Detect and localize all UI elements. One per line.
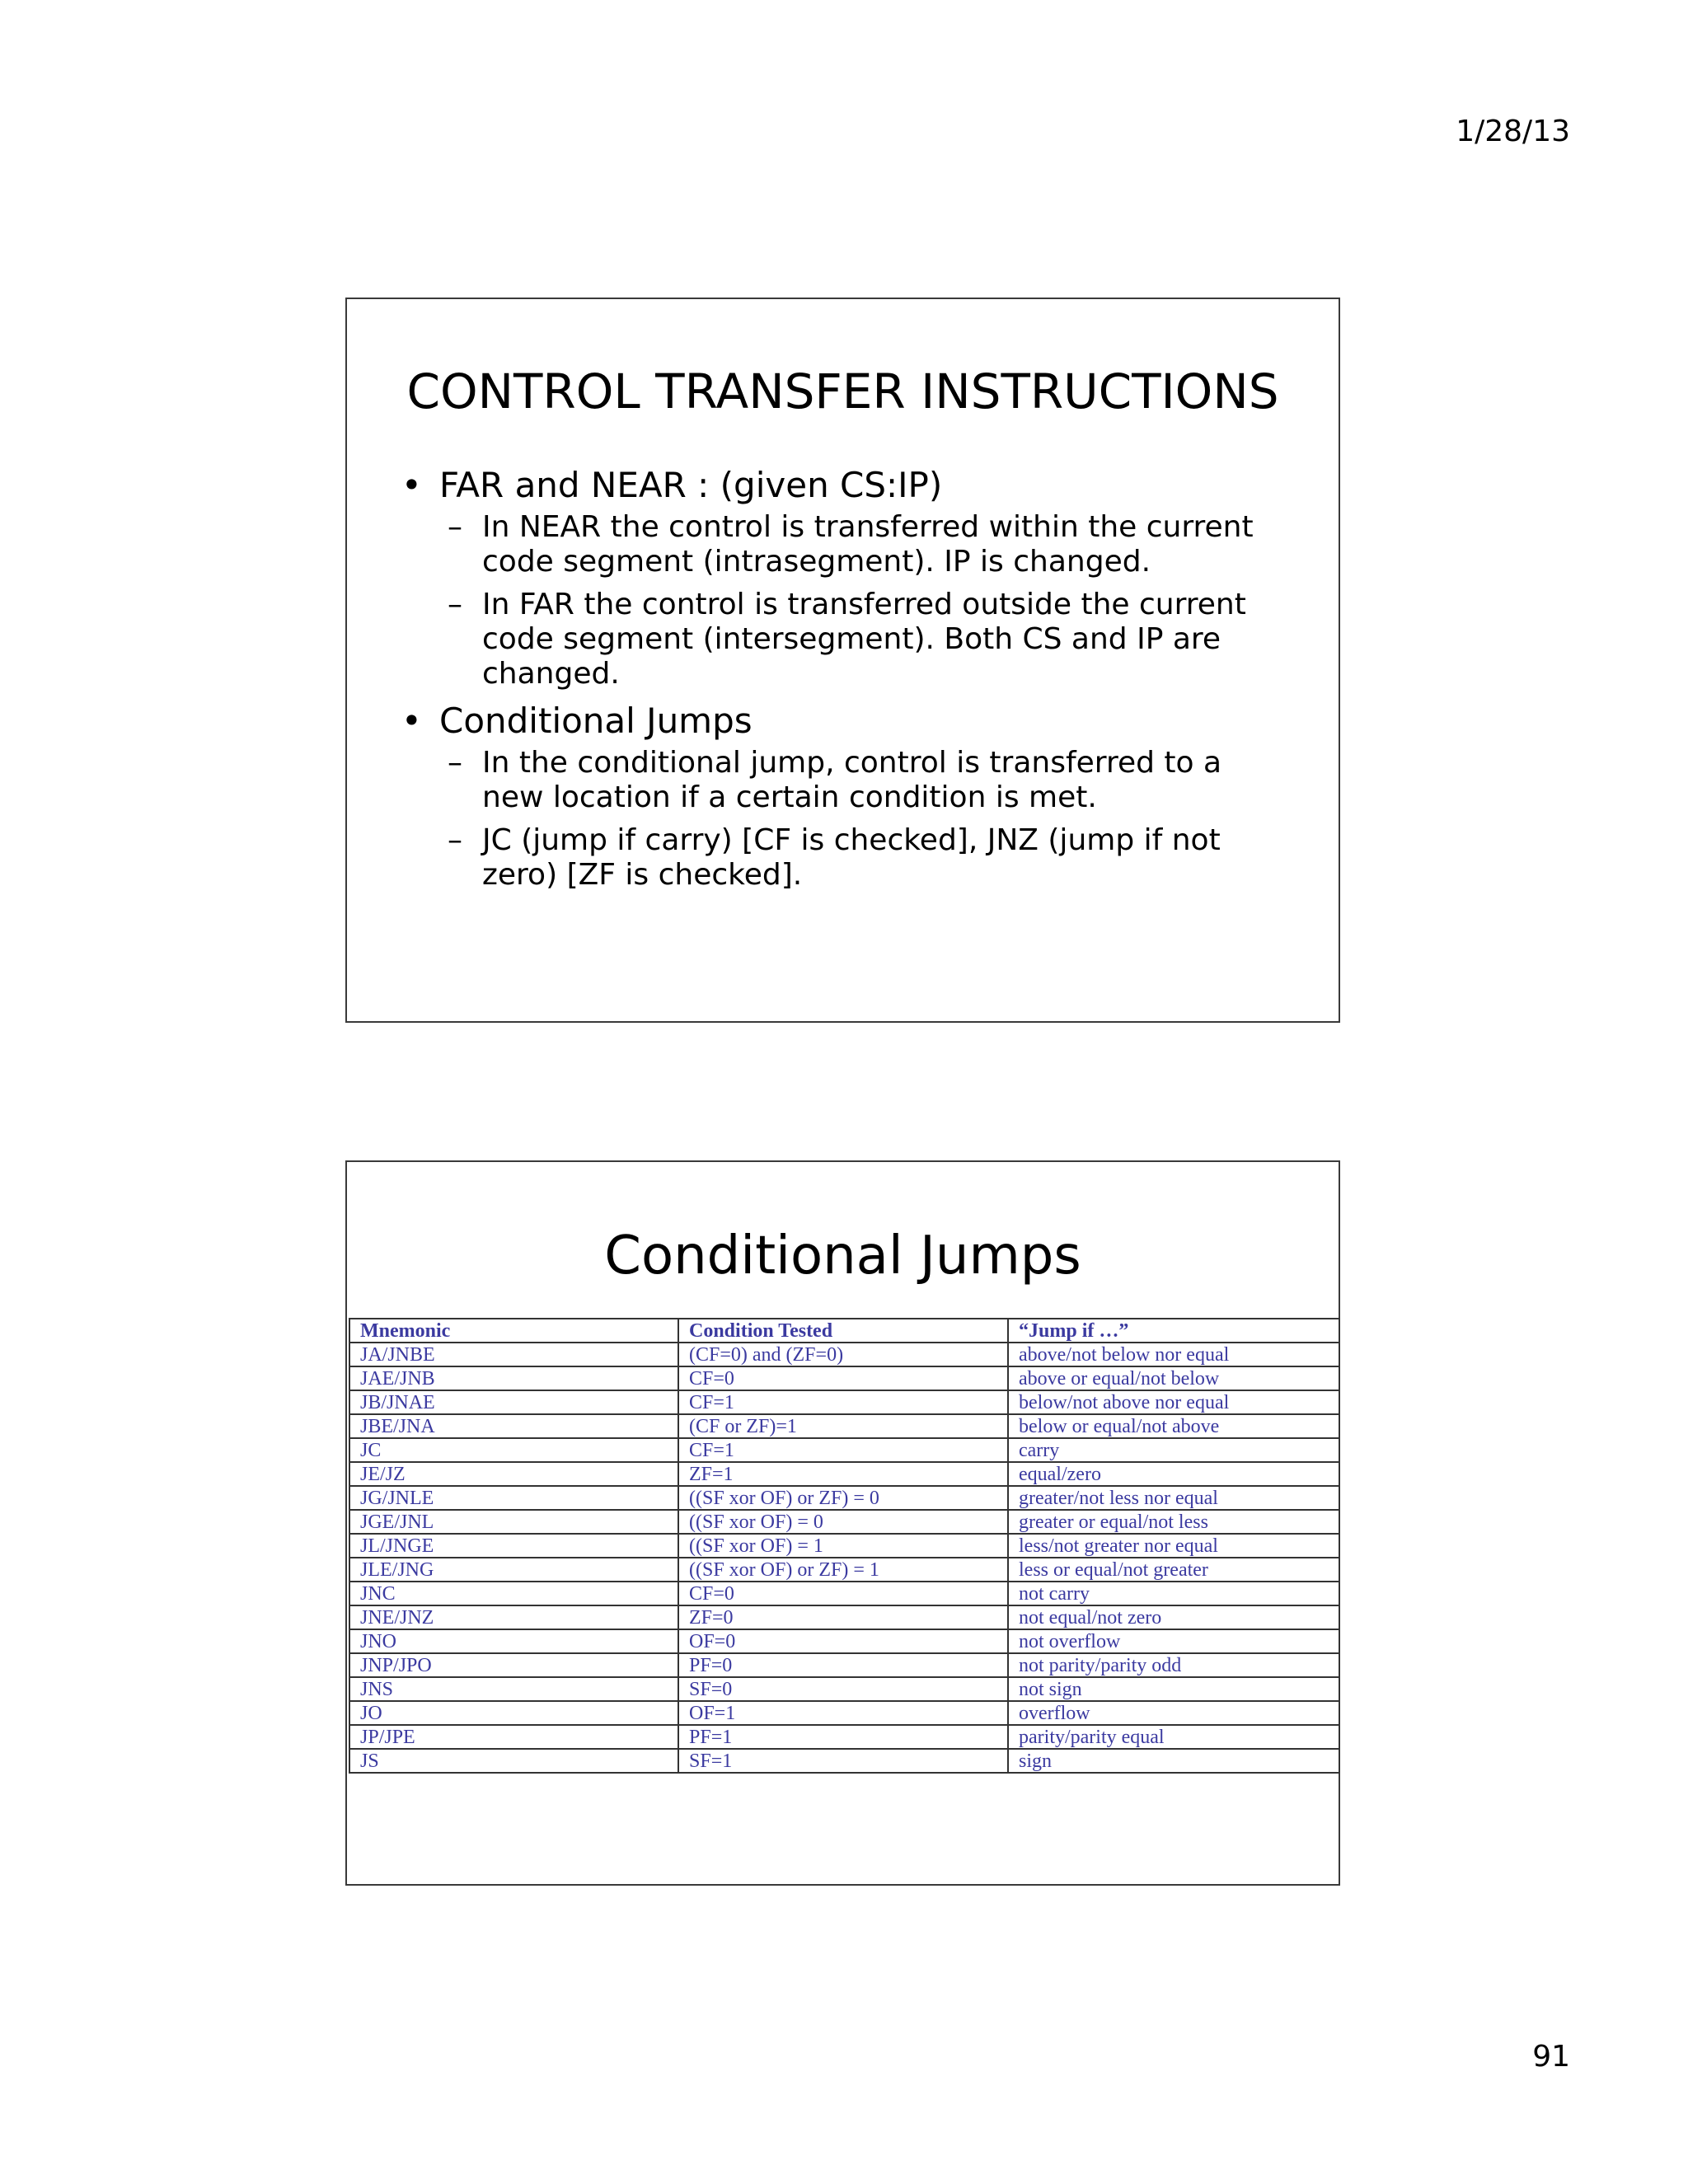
cell-jump-if: greater or equal/not less bbox=[1008, 1510, 1339, 1534]
sub-bullet-conditional: – In the conditional jump, control is transferred to a new location if a certain condition is met. bbox=[401, 746, 1292, 815]
cell-condition: SF=1 bbox=[678, 1749, 1008, 1773]
cell-jump-if: not equal/not zero bbox=[1008, 1605, 1339, 1629]
cell-jump-if: not carry bbox=[1008, 1582, 1339, 1605]
cell-mnemonic: JNE/JNZ bbox=[349, 1605, 678, 1629]
cell-mnemonic: JNP/JPO bbox=[349, 1653, 678, 1677]
cell-mnemonic: JS bbox=[349, 1749, 678, 1773]
slide-title: Conditional Jumps bbox=[604, 1226, 1081, 1286]
slide-control-transfer bbox=[345, 298, 1340, 1023]
slide-conditional-jumps bbox=[345, 1160, 1340, 1886]
table-row bbox=[349, 1605, 1339, 1629]
cell-jump-if: not overflow bbox=[1008, 1629, 1339, 1653]
cell-jump-if: below or equal/not above bbox=[1008, 1414, 1339, 1438]
table-header-row bbox=[349, 1319, 1339, 1343]
cell-mnemonic: JGE/JNL bbox=[349, 1510, 678, 1534]
page-date: 1/28/13 bbox=[1456, 115, 1570, 148]
header-mnemonic: Mnemonic bbox=[349, 1319, 678, 1343]
bullet-list bbox=[401, 464, 1292, 901]
cell-mnemonic: JLE/JNG bbox=[349, 1558, 678, 1582]
cell-mnemonic: JL/JNGE bbox=[349, 1534, 678, 1558]
cell-condition: ZF=1 bbox=[678, 1462, 1008, 1486]
page-number: 91 bbox=[1532, 2040, 1570, 2074]
cell-mnemonic: JNO bbox=[349, 1629, 678, 1653]
cell-condition: OF=0 bbox=[678, 1629, 1008, 1653]
cell-condition: CF=0 bbox=[678, 1582, 1008, 1605]
table-row bbox=[349, 1534, 1339, 1558]
table-row bbox=[349, 1366, 1339, 1390]
table-row bbox=[349, 1749, 1339, 1773]
cell-jump-if: parity/parity equal bbox=[1008, 1725, 1339, 1749]
cell-condition: ((SF xor OF) = 1 bbox=[678, 1534, 1008, 1558]
cell-jump-if: carry bbox=[1008, 1438, 1339, 1462]
cell-condition: (CF=0) and (ZF=0) bbox=[678, 1343, 1008, 1366]
table-row bbox=[349, 1414, 1339, 1438]
sub-bullet-near: – In NEAR the control is transferred within the current code segment (intrasegment). IP is changed. bbox=[401, 510, 1292, 579]
cell-condition: ((SF xor OF) = 0 bbox=[678, 1510, 1008, 1534]
conditional-jumps-table bbox=[349, 1318, 1340, 1774]
cell-jump-if: greater/not less nor equal bbox=[1008, 1486, 1339, 1510]
header-jump-if: “Jump if …” bbox=[1008, 1319, 1339, 1343]
cell-condition: PF=0 bbox=[678, 1653, 1008, 1677]
table-row bbox=[349, 1462, 1339, 1486]
cell-mnemonic: JA/JNBE bbox=[349, 1343, 678, 1366]
table-row bbox=[349, 1653, 1339, 1677]
cell-jump-if: equal/zero bbox=[1008, 1462, 1339, 1486]
table-row bbox=[349, 1510, 1339, 1534]
cell-mnemonic: JP/JPE bbox=[349, 1725, 678, 1749]
header-condition-tested: Condition Tested bbox=[678, 1319, 1008, 1343]
table-row bbox=[349, 1701, 1339, 1725]
cell-jump-if: overflow bbox=[1008, 1701, 1339, 1725]
cell-mnemonic: JNC bbox=[349, 1582, 678, 1605]
cell-condition: ((SF xor OF) or ZF) = 1 bbox=[678, 1558, 1008, 1582]
cell-jump-if: above/not below nor equal bbox=[1008, 1343, 1339, 1366]
cell-jump-if: above or equal/not below bbox=[1008, 1366, 1339, 1390]
table-row bbox=[349, 1582, 1339, 1605]
cell-mnemonic: JC bbox=[349, 1438, 678, 1462]
table-body bbox=[349, 1343, 1339, 1773]
table-row bbox=[349, 1390, 1339, 1414]
table-row bbox=[349, 1629, 1339, 1653]
sub-bullet-far: – In FAR the control is transferred outside the current code segment (intersegment). Both CS and IP are changed. bbox=[401, 588, 1292, 691]
cell-jump-if: less/not greater nor equal bbox=[1008, 1534, 1339, 1558]
cell-condition: ZF=0 bbox=[678, 1605, 1008, 1629]
table-row bbox=[349, 1343, 1339, 1366]
cell-jump-if: below/not above nor equal bbox=[1008, 1390, 1339, 1414]
bullet-far-near: • FAR and NEAR : (given CS:IP) bbox=[401, 464, 1292, 507]
cell-mnemonic: JNS bbox=[349, 1677, 678, 1701]
cell-condition: PF=1 bbox=[678, 1725, 1008, 1749]
cell-condition: SF=0 bbox=[678, 1677, 1008, 1701]
table-row bbox=[349, 1438, 1339, 1462]
cell-mnemonic: JB/JNAE bbox=[349, 1390, 678, 1414]
cell-condition: CF=1 bbox=[678, 1438, 1008, 1462]
cell-condition: (CF or ZF)=1 bbox=[678, 1414, 1008, 1438]
cell-jump-if: less or equal/not greater bbox=[1008, 1558, 1339, 1582]
cell-condition: OF=1 bbox=[678, 1701, 1008, 1725]
cell-condition: CF=0 bbox=[678, 1366, 1008, 1390]
cell-mnemonic: JO bbox=[349, 1701, 678, 1725]
cell-mnemonic: JBE/JNA bbox=[349, 1414, 678, 1438]
sub-bullet-jc-jnz: – JC (jump if carry) [CF is checked], JNZ (jump if not zero) [ZF is checked]. bbox=[401, 823, 1292, 893]
cell-mnemonic: JE/JZ bbox=[349, 1462, 678, 1486]
cell-condition: ((SF xor OF) or ZF) = 0 bbox=[678, 1486, 1008, 1510]
slide-title: CONTROL TRANSFER INSTRUCTIONS bbox=[406, 363, 1279, 419]
cell-jump-if: not parity/parity odd bbox=[1008, 1653, 1339, 1677]
cell-jump-if: not sign bbox=[1008, 1677, 1339, 1701]
cell-mnemonic: JAE/JNB bbox=[349, 1366, 678, 1390]
bullet-conditional-jumps: • Conditional Jumps bbox=[401, 700, 1292, 743]
cell-jump-if: sign bbox=[1008, 1749, 1339, 1773]
table-row bbox=[349, 1725, 1339, 1749]
cell-mnemonic: JG/JNLE bbox=[349, 1486, 678, 1510]
cell-condition: CF=1 bbox=[678, 1390, 1008, 1414]
table-row bbox=[349, 1486, 1339, 1510]
table-row bbox=[349, 1558, 1339, 1582]
table-row bbox=[349, 1677, 1339, 1701]
